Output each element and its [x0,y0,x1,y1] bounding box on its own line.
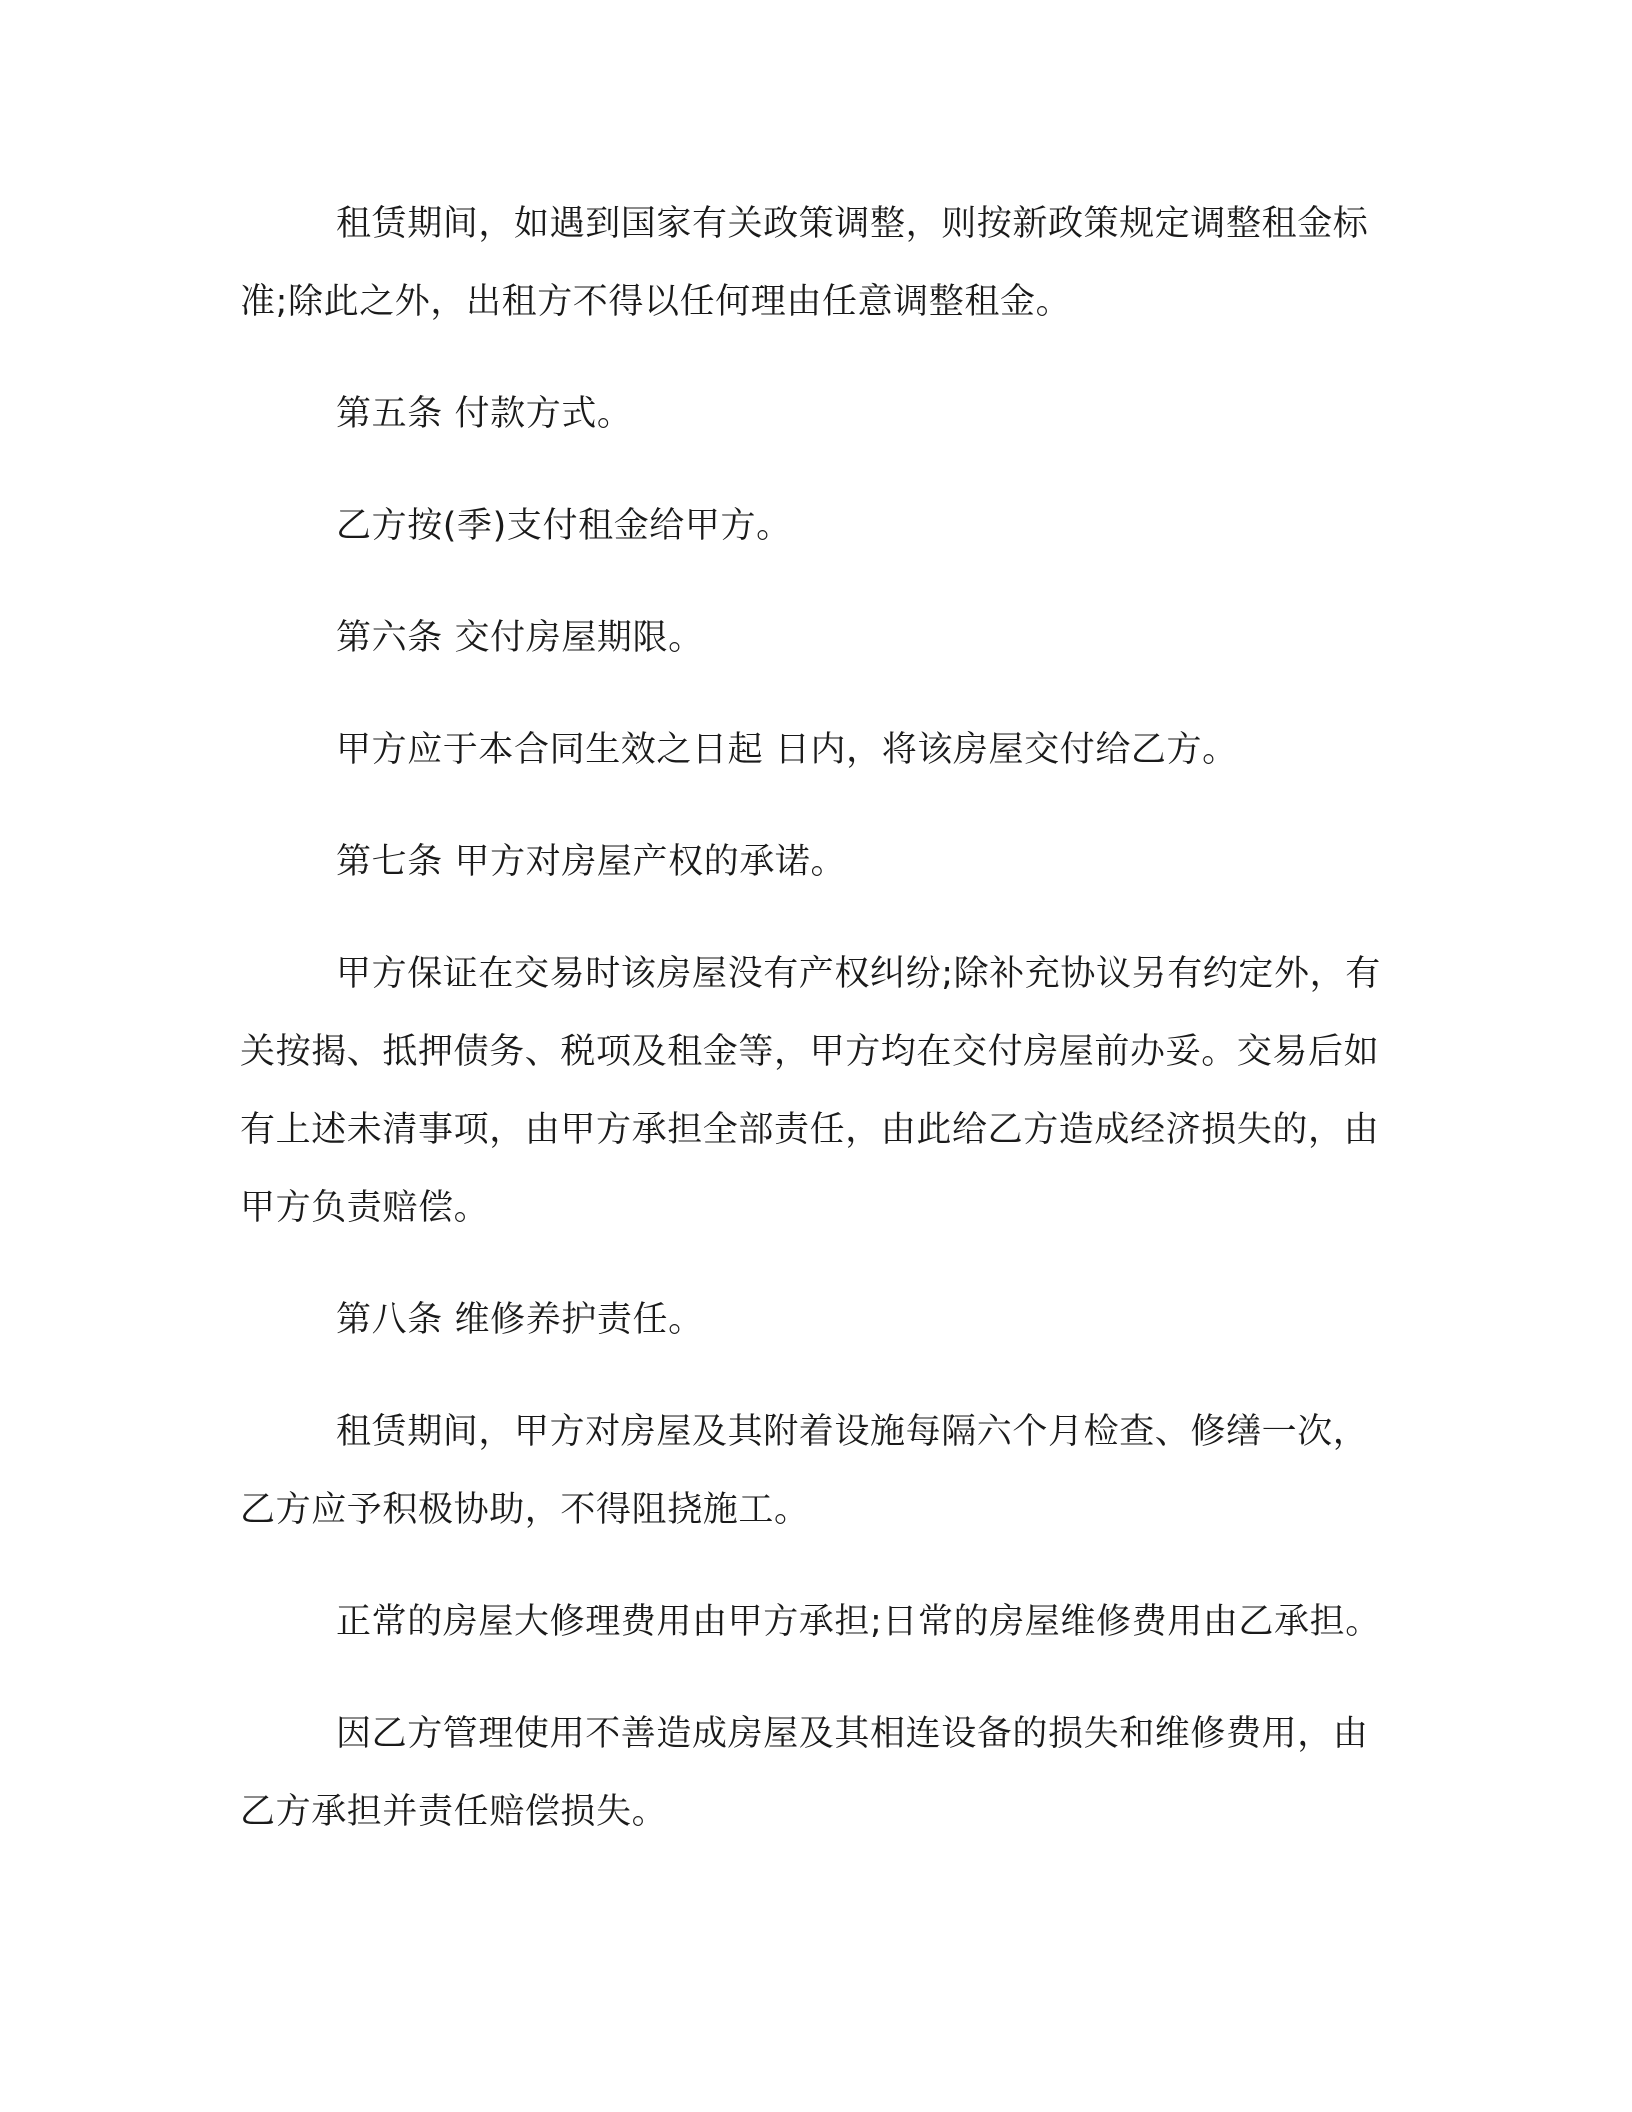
heading-article-5-payment: 第五条 付款方式。 [336,394,633,434]
heading-article-6-delivery: 第六条 交付房屋期限。 [336,618,704,658]
heading-article-7-title-promise: 第七条 甲方对房屋产权的承诺。 [336,842,847,882]
paragraph-delivery-term: 甲方应于本合同生效之日起 日内，将该房屋交付给乙方。 [336,730,1238,770]
paragraph-inspection: 租赁期间，甲方对房屋及其附着设施每隔六个月检查、修缮一次，乙方应予积极协助，不得阻挠施工。 [240,1412,1369,1530]
paragraph-rent-adjustment: 租赁期间，如遇到国家有关政策调整，则按新政策规定调整租金标准;除此之外，出租方不得以任何理由任意调整租金。 [240,204,1369,322]
paragraph-damage-liability: 因乙方管理使用不善造成房屋及其相连设备的损失和维修费用，由乙方承担并责任赔偿损失。 [240,1714,1369,1832]
paragraph-title-guarantee: 甲方保证在交易时该房屋没有产权纠纷;除补充协议另有约定外，有关按揭、抵押债务、税项及租金等，甲方均在交付房屋前办妥。交易后如有上述未清事项，由甲方承担全部责任，由此给乙方造成经济损失的，由甲方负责赔偿。 [240,954,1381,1228]
document-body [240,185,1402,1885]
paragraph-payment-method: 乙方按(季)支付租金给甲方。 [336,506,792,546]
heading-article-8-maintenance: 第八条 维修养护责任。 [336,1300,704,1340]
paragraph-repair-costs: 正常的房屋大修理费用由甲方承担;日常的房屋维修费用由乙承担。 [336,1602,1381,1642]
